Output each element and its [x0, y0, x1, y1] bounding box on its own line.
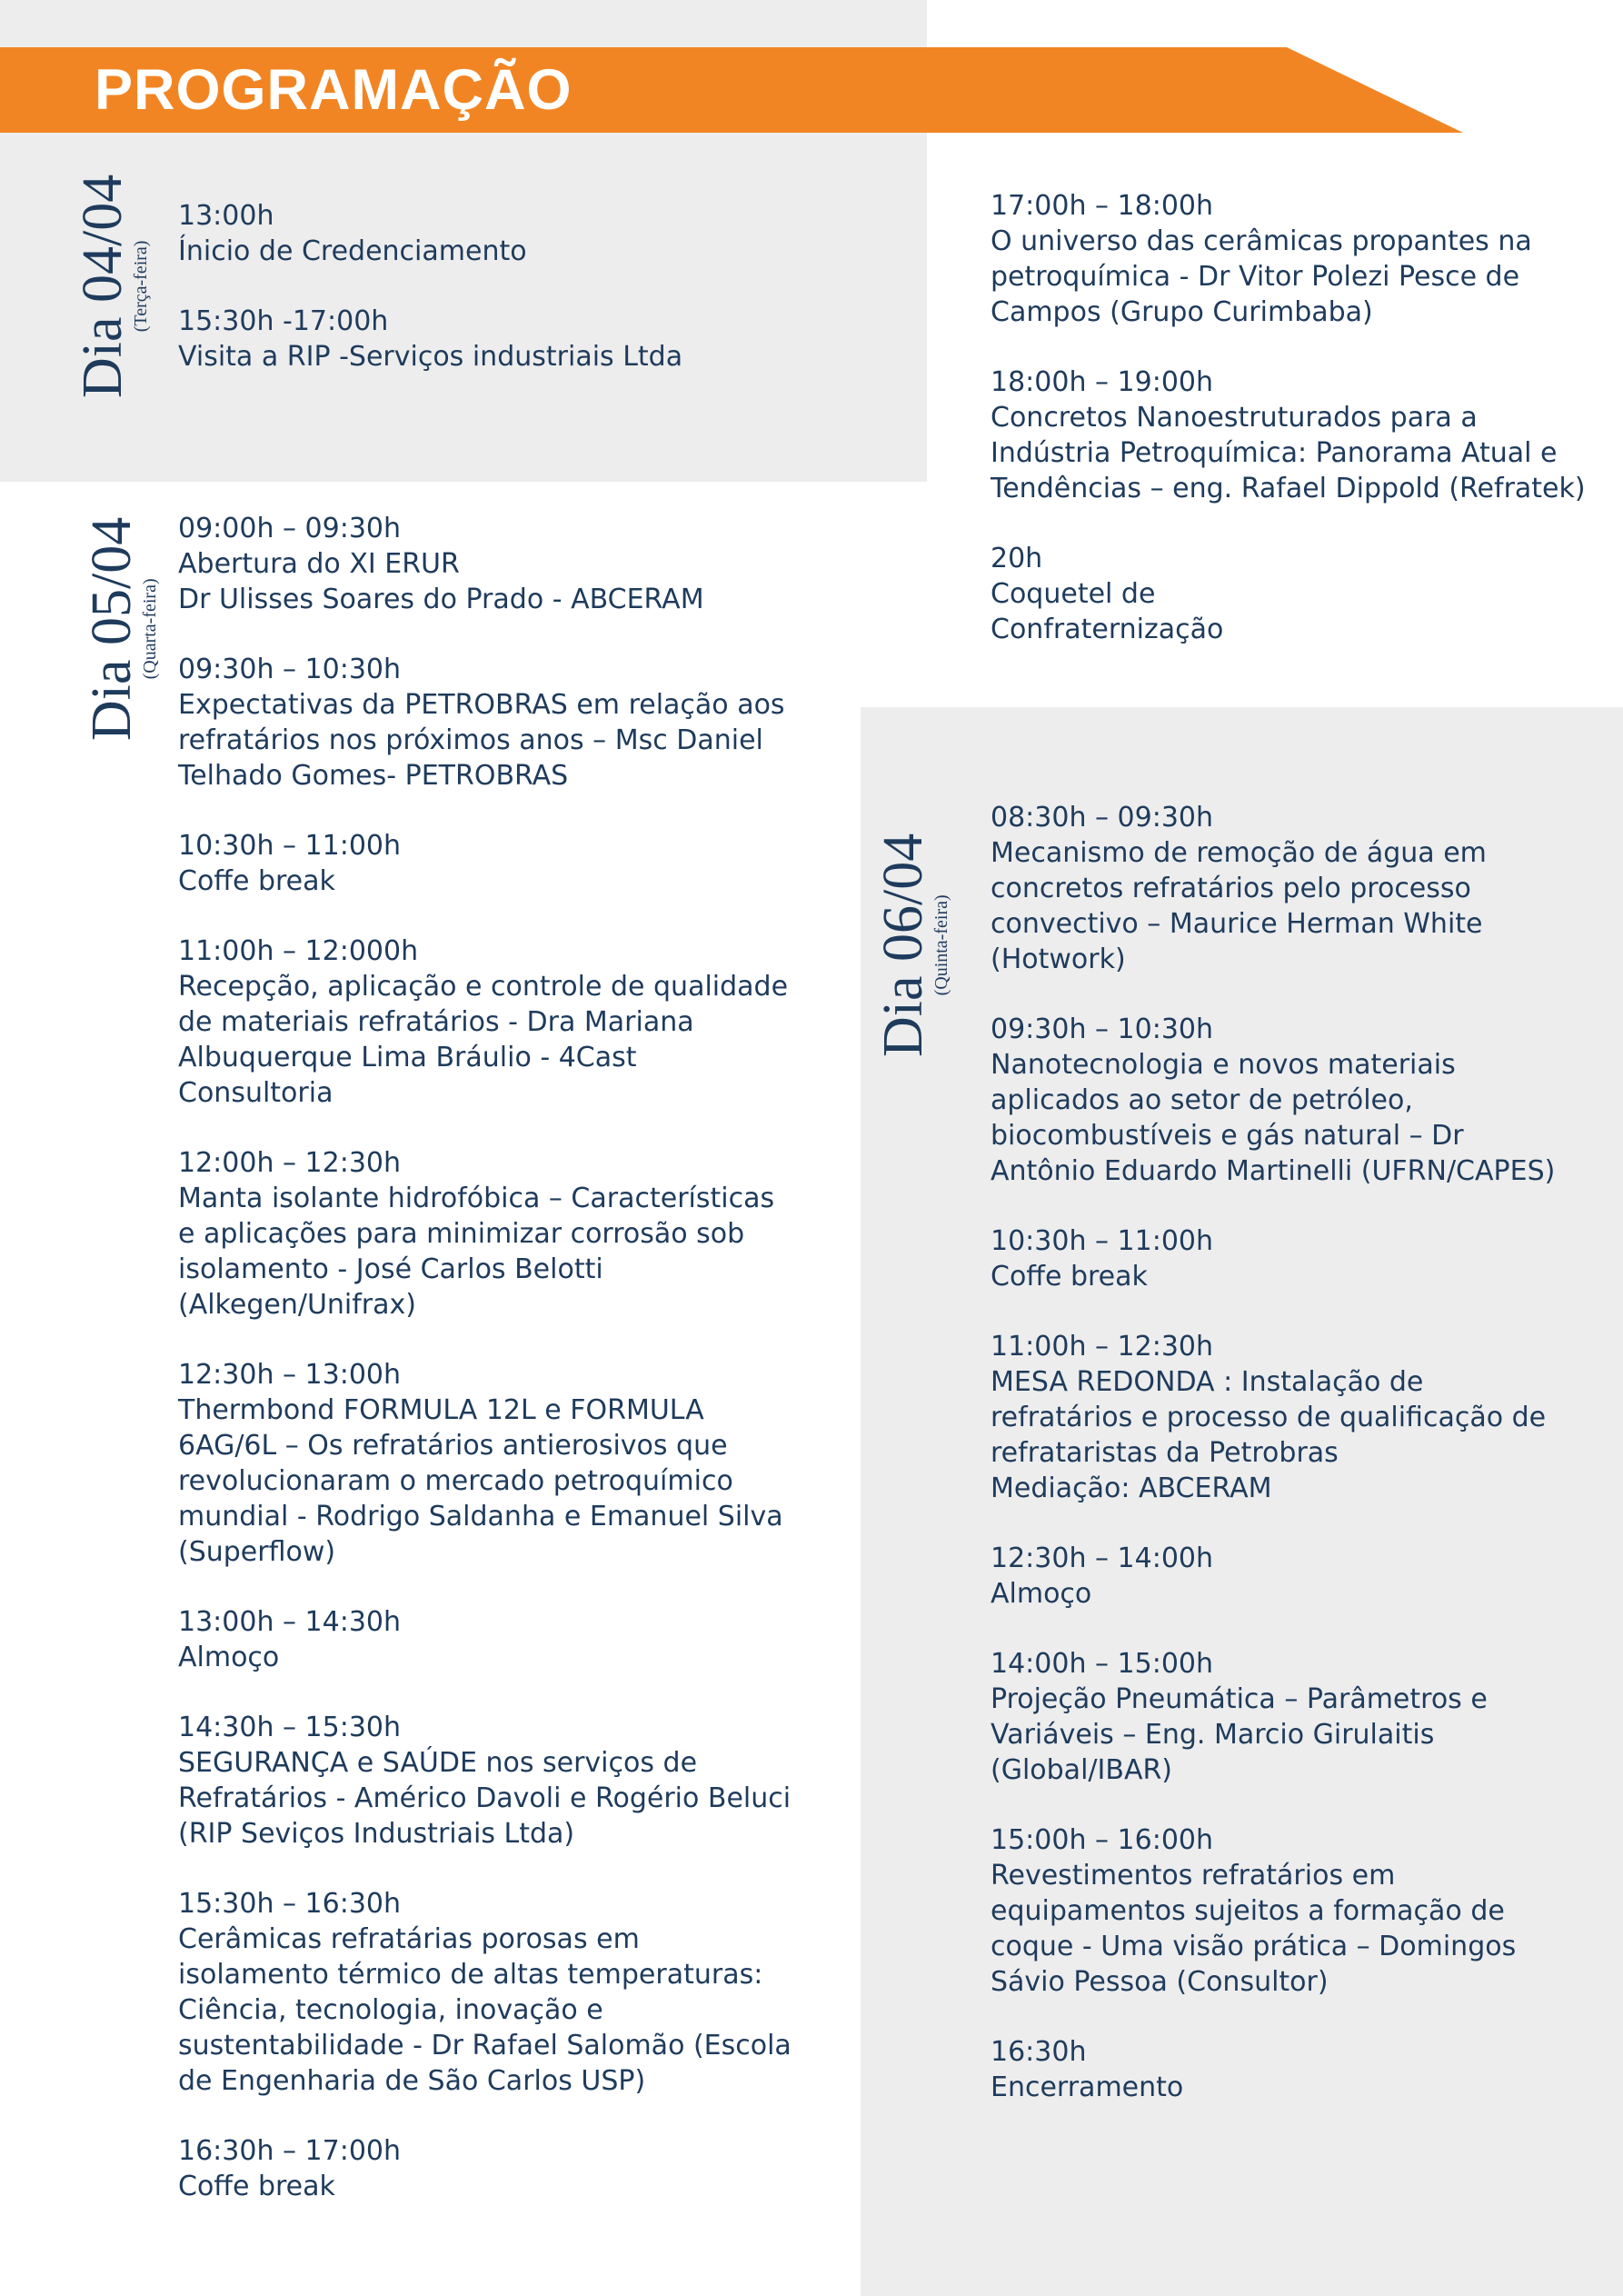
event-description: 6AG/6L – Os refratários antierosivos que [178, 1430, 728, 1462]
event-description: refratários e processo de qualificação de [991, 1402, 1547, 1433]
event-time: 13:00h [178, 200, 274, 232]
schedule-item [178, 1886, 792, 2099]
event-description: Almoço [991, 1578, 1092, 1610]
event-description: convectivo – Maurice Herman White [991, 908, 1483, 940]
event-description: de Engenharia de São Carlos USP) [178, 2065, 646, 2097]
schedule-item [178, 198, 682, 269]
event-description: isolamento - José Carlos Belotti [178, 1253, 603, 1285]
event-description: refratários nos próximos anos – Msc Daniel [178, 724, 763, 756]
event-description: Concretos Nanoestruturados para a [991, 402, 1478, 434]
event-description: mundial - Rodrigo Saldanha e Emanuel Silva [178, 1501, 783, 1532]
event-description: Projeção Pneumática – Parâmetros e [991, 1683, 1488, 1715]
event-description: Manta isolante hidrofóbica – Características [178, 1183, 775, 1214]
schedule-item [991, 188, 1586, 330]
event-description: Mediação: ABCERAM [991, 1472, 1272, 1504]
schedule-item [178, 933, 792, 1111]
event-description: coque - Uma visão prática – Domingos [991, 1931, 1517, 1962]
event-description: Variáveis – Eng. Marcio Girulaitis [991, 1719, 1435, 1751]
event-description: Revestimentos refratários em [991, 1860, 1396, 1892]
event-time: 15:00h – 16:00h [991, 1824, 1214, 1856]
schedule-item [178, 1357, 792, 1570]
event-time: 11:00h – 12:000h [178, 935, 419, 967]
event-description: Dr Ulisses Soares do Prado - ABCERAM [178, 584, 704, 615]
schedule-item [991, 800, 1555, 977]
day-weekday: (Quarta-feira) [140, 578, 160, 680]
event-description: Confraternização [991, 614, 1224, 645]
event-description: Indústria Petroquímica: Panorama Atual e [991, 437, 1558, 469]
event-description: Coffe break [178, 2171, 335, 2202]
event-description: MESA REDONDA : Instalação de [991, 1366, 1424, 1398]
day1-schedule [178, 198, 682, 409]
event-description: (Hotwork) [991, 943, 1126, 975]
schedule-item [178, 2133, 792, 2204]
event-description: petroquímica - Dr Vitor Polezi Pesce de [991, 261, 1520, 293]
event-description: revolucionaram o mercado petroquímico [178, 1465, 733, 1497]
schedule-item [991, 1822, 1555, 2000]
event-description: Sávio Pessoa (Consultor) [991, 1966, 1329, 1998]
schedule-item [178, 1604, 792, 1675]
schedule-item [178, 652, 792, 794]
event-time: 15:30h -17:00h [178, 305, 389, 337]
day2-schedule [178, 511, 792, 2239]
schedule-item [178, 1145, 792, 1323]
event-description: Visita a RIP -Serviços industriais Ltda [178, 341, 683, 373]
event-description: aplicados ao setor de petróleo, [991, 1084, 1413, 1116]
event-time: 09:30h – 10:30h [991, 1013, 1214, 1045]
event-description: Abertura do XI ERUR [178, 548, 460, 580]
event-description: O universo das cerâmicas propantes na [991, 225, 1532, 257]
event-time: 14:00h – 15:00h [991, 1648, 1214, 1680]
event-time: 09:00h – 09:30h [178, 513, 402, 544]
event-time: 08:30h – 09:30h [991, 802, 1214, 834]
event-time: 15:30h – 16:30h [178, 1888, 402, 1920]
day-date: Dia 04/04 [72, 174, 134, 398]
event-time: 20h [991, 543, 1043, 574]
event-time: 11:00h – 12:30h [991, 1331, 1214, 1363]
event-description: Nanotecnologia e novos materiais [991, 1049, 1456, 1081]
event-description: Cerâmicas refratárias porosas em [178, 1923, 640, 1955]
day3-schedule [991, 800, 1555, 2140]
schedule-item [991, 1646, 1555, 1788]
event-time: 16:30h – 17:00h [178, 2135, 402, 2167]
event-description: Campos (Grupo Curimbaba) [991, 296, 1373, 328]
event-time: 10:30h – 11:00h [178, 830, 402, 862]
event-description: Tendências – eng. Rafael Dippold (Refratek) [991, 473, 1586, 504]
event-description: Almoço [178, 1642, 280, 1673]
schedule-item [991, 1541, 1555, 1612]
event-time: 14:30h – 15:30h [178, 1712, 402, 1743]
event-description: Expectativas da PETROBRAS em relação aos [178, 689, 785, 721]
event-time: 12:00h – 12:30h [178, 1147, 402, 1179]
event-description: (Global/IBAR) [991, 1754, 1173, 1786]
schedule-item [991, 1223, 1555, 1294]
event-description: SEGURANÇA e SAÚDE nos serviços de [178, 1747, 698, 1779]
event-description: Ciência, tecnologia, inovação e [178, 1994, 603, 2026]
schedule-item [991, 1012, 1555, 1189]
event-description: Refratários - Américo Davoli e Rogério Beluci [178, 1782, 792, 1814]
event-description: equipamentos sujeitos a formação de [991, 1895, 1505, 1927]
event-description: de materiais refratários - Dra Mariana [178, 1006, 694, 1038]
event-description: Mecanismo de remoção de água em [991, 837, 1487, 869]
event-description: Thermbond FORMULA 12L e FORMULA [178, 1394, 704, 1426]
event-description: e aplicações para minimizar corrosão sob [178, 1218, 745, 1250]
event-description: Coffe break [178, 865, 335, 897]
event-description: biocombustíveis e gás natural – Dr [991, 1120, 1464, 1152]
schedule-item [991, 364, 1586, 506]
schedule-item [991, 2034, 1555, 2105]
event-description: Telhado Gomes- PETROBRAS [178, 760, 569, 792]
page-title: PROGRAMAÇÃO [95, 58, 573, 122]
day-date: Dia 06/04 [872, 833, 934, 1057]
event-description: isolamento térmico de altas temperaturas: [178, 1959, 763, 1991]
event-time: 09:30h – 10:30h [178, 654, 402, 685]
day2-schedule-continued [991, 188, 1586, 682]
event-description: Albuquerque Lima Bráulio - 4Cast [178, 1042, 637, 1073]
day-weekday: (Quinta-feira) [931, 894, 951, 996]
event-time: 12:30h – 14:00h [991, 1542, 1214, 1574]
day-date: Dia 05/04 [81, 516, 143, 741]
schedule-item [178, 1710, 792, 1852]
event-description: Coffe break [991, 1261, 1148, 1293]
schedule-item [178, 304, 682, 374]
day-weekday: (Terça-feira) [131, 240, 151, 333]
event-time: 16:30h [991, 2036, 1087, 2068]
event-description: Ínicio de Credenciamento [178, 235, 527, 267]
event-description: Consultoria [178, 1077, 334, 1109]
event-time: 10:30h – 11:00h [991, 1225, 1214, 1257]
event-description: refrataristas da Petrobras [991, 1437, 1339, 1469]
event-time: 13:00h – 14:30h [178, 1606, 402, 1638]
event-time: 12:30h – 13:00h [178, 1359, 402, 1391]
event-description: concretos refratários pelo processo [991, 873, 1471, 904]
schedule-item [991, 541, 1586, 647]
event-description: Antônio Eduardo Martinelli (UFRN/CAPES) [991, 1155, 1556, 1187]
event-description: sustentabilidade - Dr Rafael Salomão (Escola [178, 2030, 792, 2061]
event-description: (Alkegen/Unifrax) [178, 1289, 416, 1321]
event-description: (Superflow) [178, 1536, 336, 1568]
event-description: (RIP Seviços Industriais Ltda) [178, 1818, 575, 1850]
event-description: Encerramento [991, 2071, 1184, 2103]
schedule-item [178, 511, 792, 617]
event-description: Recepção, aplicação e controle de qualidade [178, 971, 789, 1003]
event-time: 17:00h – 18:00h [991, 190, 1214, 222]
event-time: 18:00h – 19:00h [991, 366, 1214, 398]
event-description: Coquetel de [991, 578, 1156, 610]
schedule-item [178, 828, 792, 899]
schedule-item [991, 1329, 1555, 1506]
